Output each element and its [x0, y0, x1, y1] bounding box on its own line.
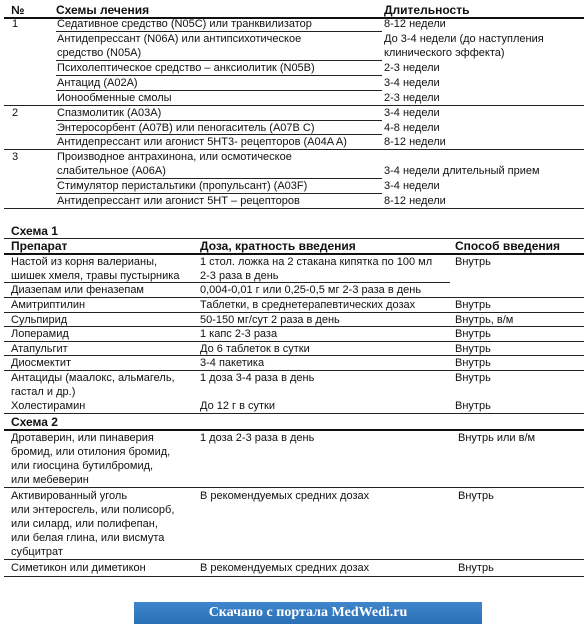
drug-cell: Диосмектит [11, 357, 72, 369]
dose-cell: 50-150 мг/сут 2 раза в день [200, 314, 340, 326]
drug-cell: Настой из корня валерианы, [11, 256, 158, 268]
route-cell: Внутрь или в/м [458, 432, 536, 444]
dose-cell: Таблетки, в среднетерапевтических дозах [200, 299, 416, 311]
duration-cell: 3-4 недели [384, 180, 440, 192]
dose-cell: 1 стол. ложка на 2 стакана кипятка по 100 мл [200, 256, 433, 268]
duration-cell: До 3-4 недели (до наступления [384, 33, 544, 45]
dose-cell: 1 капс 2-3 раза [200, 328, 278, 340]
divider [4, 149, 584, 150]
dose-cell: 3-4 пакетика [200, 357, 265, 369]
drug-cell: Дротаверин, или пинаверия [11, 432, 154, 444]
route-cell: Внутрь [455, 372, 491, 384]
col-header-drug: Препарат [11, 239, 68, 253]
divider [56, 75, 382, 76]
divider [56, 31, 382, 32]
drug-cell: Антациды (маалокс, альмагель, [11, 372, 175, 384]
divider [56, 178, 382, 179]
scheme-cell: средство (N05A) [57, 47, 142, 59]
duration-cell: 8-12 недели [384, 195, 446, 207]
row-number: 2 [12, 107, 19, 119]
duration-cell: 8-12 недели [384, 136, 446, 148]
dose-cell: 0,004-0,01 г или 0,25-0,5 мг 2-3 раза в день [200, 284, 422, 296]
divider [56, 90, 382, 91]
col-header-number: № [11, 3, 25, 17]
divider [4, 559, 584, 560]
route-cell: Внутрь [455, 343, 491, 355]
divider [4, 105, 584, 106]
drug-cell: Диазепам или феназепам [11, 284, 144, 296]
dose-cell: В рекомендуемых средних дозах [200, 490, 370, 502]
divider [56, 120, 382, 121]
drug-cell: или энтеросгель, или полисорб, [11, 504, 175, 516]
route-cell: Внутрь [455, 256, 491, 268]
divider [4, 341, 584, 342]
divider [4, 355, 584, 356]
divider [4, 208, 584, 209]
drug-cell: Лоперамид [11, 328, 69, 340]
scheme-cell: Седативное средство (N05C) или транквилизатор [57, 18, 312, 30]
duration-cell: 8-12 недели [384, 18, 446, 30]
route-cell: Внутрь [455, 328, 491, 340]
divider [4, 413, 584, 414]
route-cell: Внутрь [455, 299, 491, 311]
route-cell: Внутрь [458, 562, 494, 574]
divider [4, 312, 584, 313]
drug-cell: Амитриптилин [11, 299, 86, 311]
drug-cell: Сульпирид [11, 314, 68, 326]
dose-cell: В рекомендуемых средних дозах [200, 562, 370, 574]
divider [4, 253, 584, 255]
drug-cell: гастал и др.) [11, 386, 76, 398]
duration-cell: 4-8 недели [384, 122, 440, 134]
drug-cell: или мебеверин [11, 474, 89, 486]
scheme-cell: Стимулятор перистальтики (пропульсант) (A03F) [57, 180, 308, 192]
divider [4, 326, 584, 327]
drug-cell: субцитрат [11, 546, 63, 558]
divider [56, 193, 382, 194]
duration-cell: 3-4 недели [384, 77, 440, 89]
dose-cell: До 12 г в сутки [200, 400, 276, 412]
divider [4, 487, 584, 488]
drug-cell: или гиосцина бутилбромид, [11, 460, 154, 472]
row-number: 1 [12, 18, 19, 30]
scheme-cell: слабительное (A06A) [57, 165, 166, 177]
col-header-route: Способ введения [455, 239, 561, 253]
scheme-cell: Энтеросорбент (A07B) или пеногаситель (A07B C) [57, 122, 315, 134]
drug-cell: Симетикон или диметикон [11, 562, 146, 574]
row-number: 3 [12, 151, 19, 163]
divider [4, 370, 584, 371]
dose-cell: 1 доза 3-4 раза в день [200, 372, 315, 384]
scheme-cell: Антидепрессант или агонист 5НТ – рецепторов [57, 195, 300, 207]
duration-cell: 2-3 недели [384, 62, 440, 74]
dose-cell: 2-3 раза в день [200, 270, 279, 282]
divider [4, 282, 450, 283]
scheme-cell: Антидепрессант (N06A) или антипсихотическое [57, 33, 302, 45]
divider [4, 576, 584, 577]
duration-cell: 2-3 недели [384, 92, 440, 104]
dose-cell: 1 доза 2-3 раза в день [200, 432, 315, 444]
scheme-cell: Ионообменные смолы [57, 92, 172, 104]
drug-cell: Холестирамин [11, 400, 86, 412]
col-header-duration: Длительность [384, 3, 470, 17]
col-header-dose: Доза, кратность введения [200, 239, 356, 253]
divider [56, 134, 382, 135]
divider [4, 429, 584, 431]
duration-cell: 3-4 недели [384, 107, 440, 119]
route-cell: Внутрь, в/м [455, 314, 514, 326]
scheme1-title: Схема 1 [11, 224, 58, 238]
divider [56, 60, 382, 61]
download-banner[interactable]: Скачано с портала MedWedi.ru [134, 602, 482, 624]
route-cell: Внутрь [455, 357, 491, 369]
drug-cell: Атапульгит [11, 343, 68, 355]
drug-cell: шишек хмеля, травы пустырника [11, 270, 180, 282]
drug-cell: бромид, или отилония бромид, [11, 446, 171, 458]
scheme-cell: Производное антрахинона, или осмотическое [57, 151, 292, 163]
scheme-cell: Антацид (A02A) [57, 77, 138, 89]
scheme-cell: Психолептическое средство – анксиолитик (N05B) [57, 62, 315, 74]
dose-cell: До 6 таблеток в сутки [200, 343, 310, 355]
route-cell: Внутрь [458, 490, 494, 502]
divider [4, 297, 584, 298]
scheme-cell: Спазмолитик (A03A) [57, 107, 162, 119]
col-header-schemes: Схемы лечения [56, 3, 150, 17]
drug-cell: Активированный уголь [11, 490, 128, 502]
duration-cell: 3-4 недели длительный прием [384, 165, 540, 177]
duration-cell: клинического эффекта) [384, 47, 505, 59]
route-cell: Внутрь [455, 400, 491, 412]
scheme2-title: Схема 2 [11, 415, 58, 429]
drug-cell: или белая глина, или висмута [11, 532, 165, 544]
drug-cell: или силард, или полифепан, [11, 518, 158, 530]
scheme-cell: Антидепрессант или агонист 5НТ3- рецепторов (A04A A) [57, 136, 347, 148]
